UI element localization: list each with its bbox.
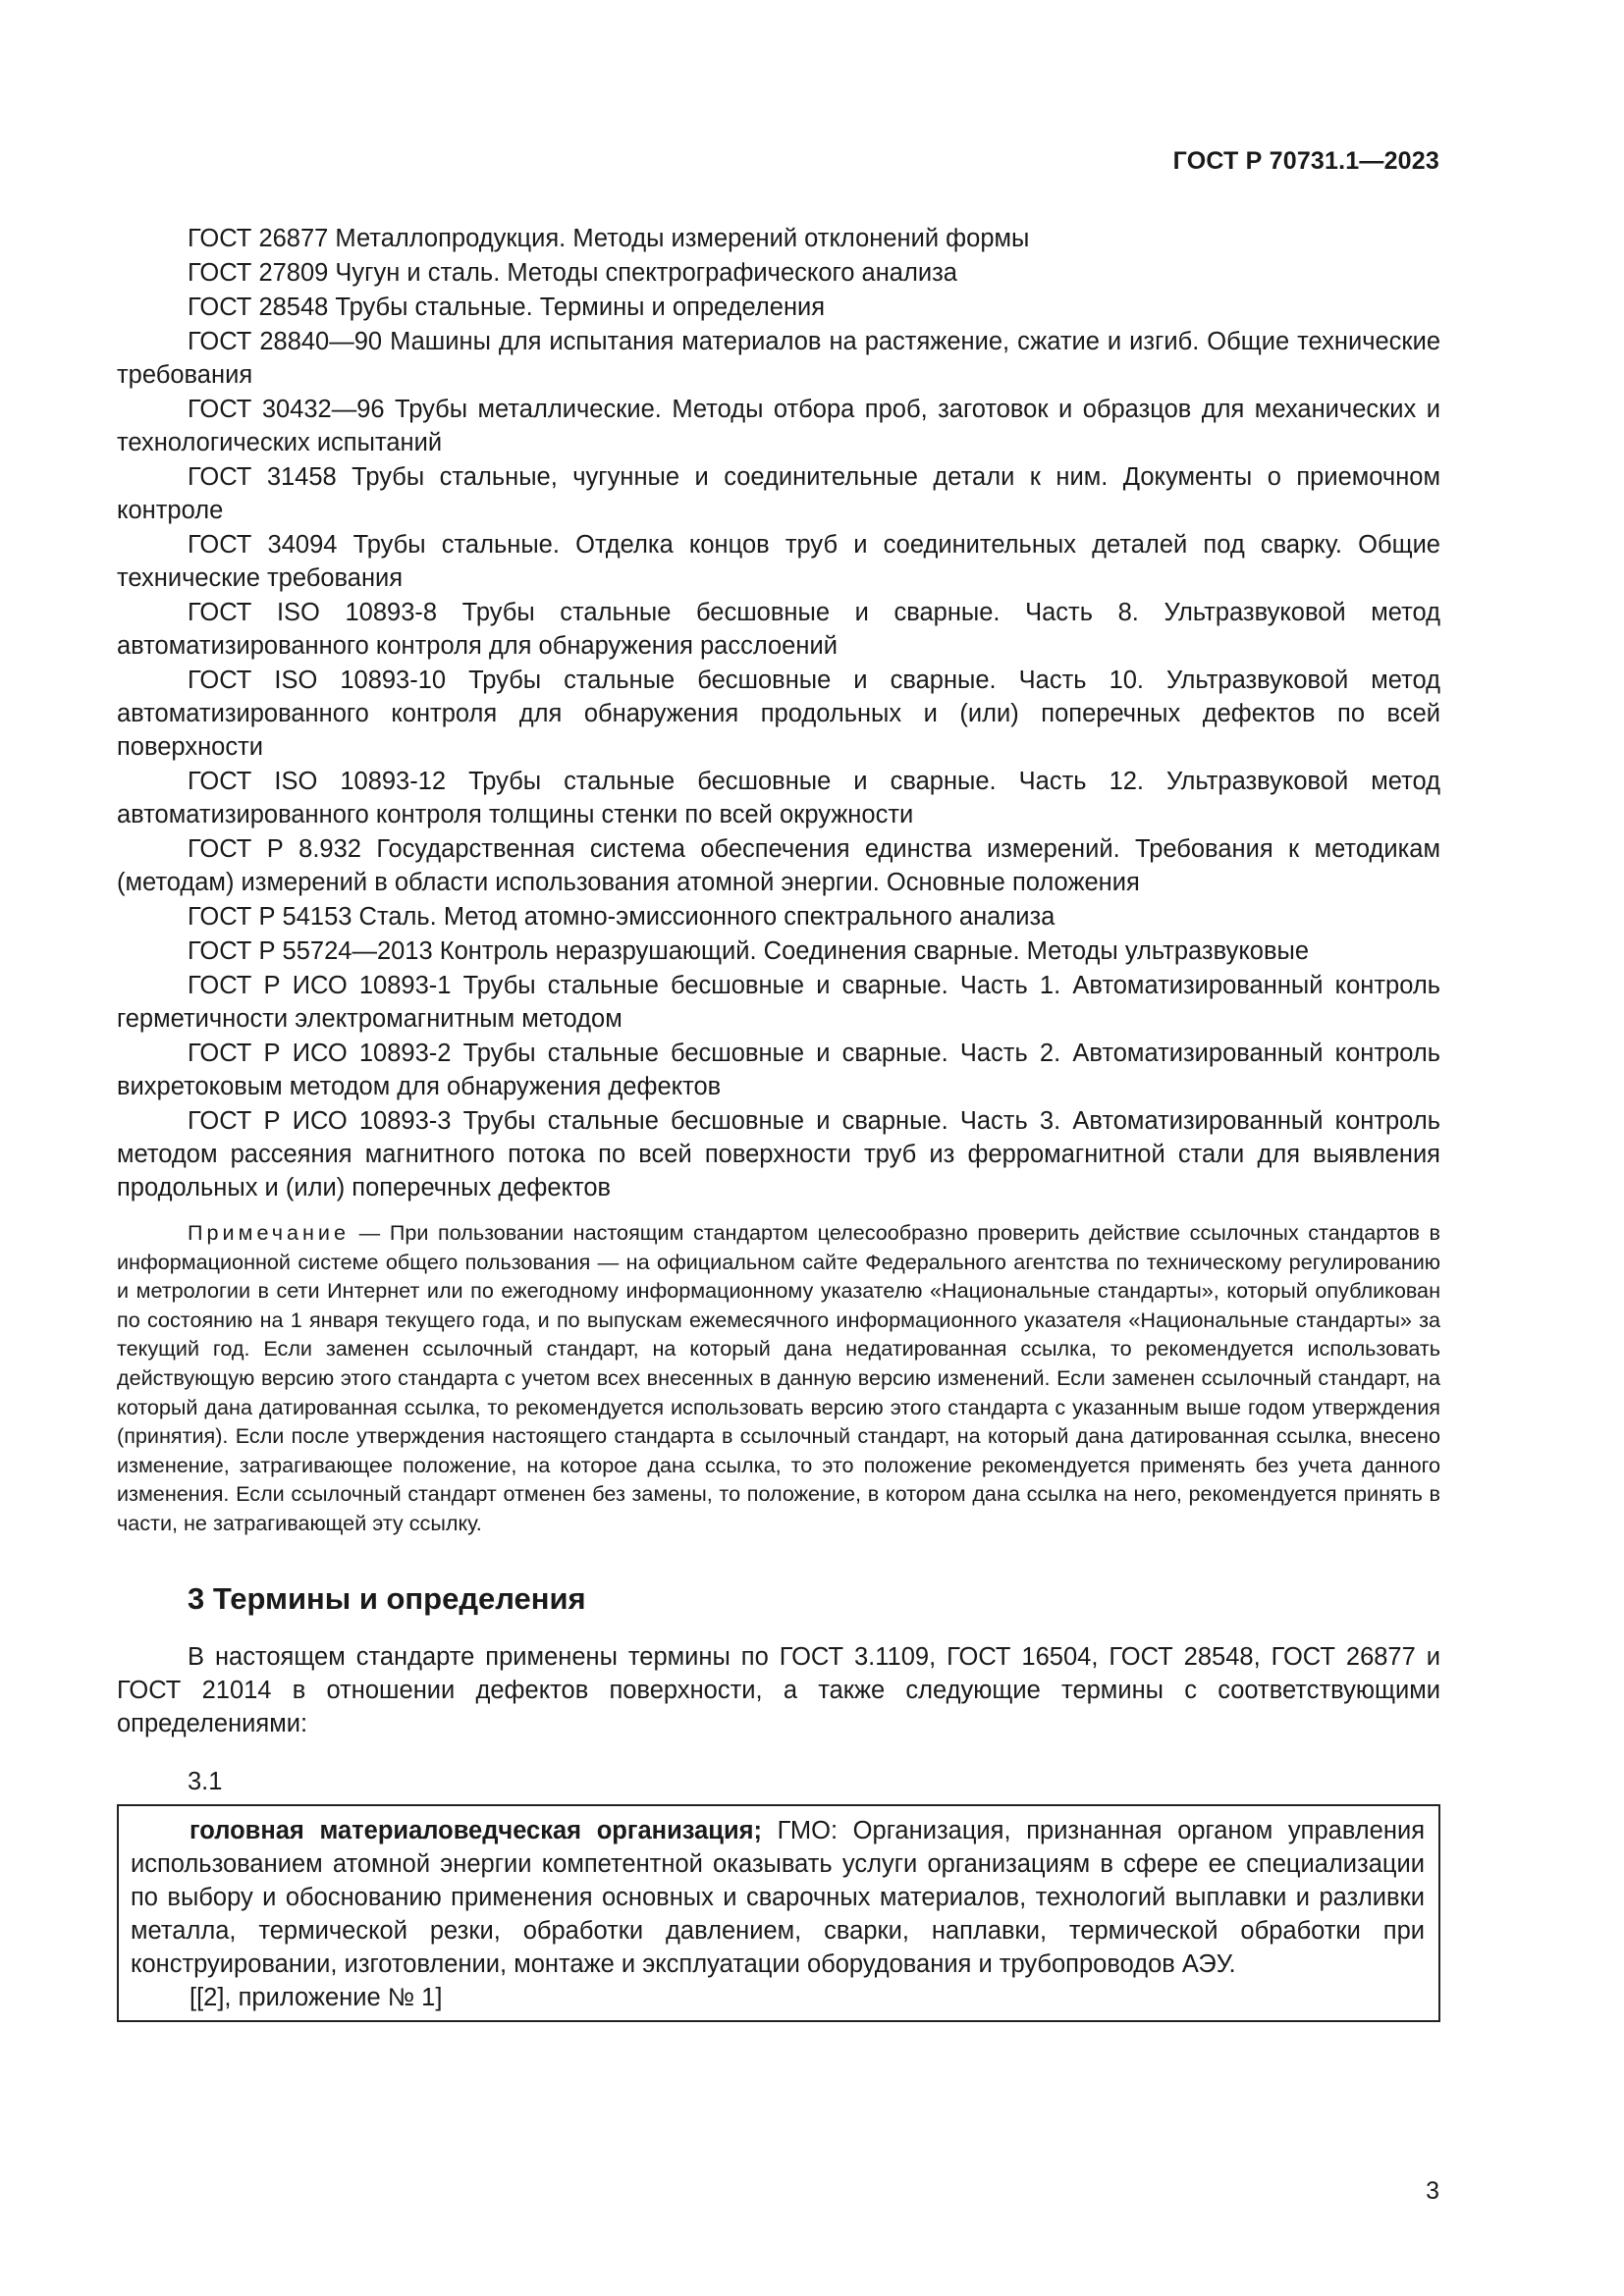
- reference-item: ГОСТ Р 54153 Сталь. Метод атомно-эмиссионного спектрального анализа: [188, 903, 1056, 931]
- reference-item: ГОСТ Р ИСО 10893-2 Трубы стальные бесшовные и сварные. Часть 2. Автоматизированный контроль вихретоковым методом для обнаружения дефектов: [117, 1040, 1440, 1100]
- reference-item: ГОСТ ISO 10893-10 Трубы стальные бесшовные и сварные. Часть 10. Ультразвуковой метод автоматизированного контроля для обнаружения продольных и (или) поперечных дефектов по всей поверхности: [117, 667, 1440, 761]
- term-definition-box: [117, 1804, 1440, 2022]
- term-text: ГМО: Организация, признанная органом управления использованием атомной энергии компетентной оказывать услуги организациям в сфере ее специализации по выбору и обоснованию применения основных и сварочных материалов, технологий выплавки и разливки металла, термической резки, обработки давлением, сварки, наплавки, термической обработки при конструировании, изготовлении, монтаже и эксплуатации оборудования и трубопроводов АЭУ.: [131, 1817, 1425, 1979]
- reference-item: ГОСТ Р 8.932 Государственная система обеспечения единства измерений. Требования к методикам (методам) измерений в области использования атомной энергии. Основные положения: [117, 835, 1440, 896]
- reference-list: [117, 222, 1440, 1204]
- section-heading: 3 Термины и определения: [188, 1580, 586, 1616]
- reference-item: ГОСТ 31458 Трубы стальные, чугунные и соединительные детали к ним. Документы о приемочном контроле: [117, 463, 1440, 524]
- term-number: 3.1: [188, 1768, 223, 1796]
- note-label: Примечание: [188, 1220, 350, 1245]
- reference-item: ГОСТ 27809 Чугун и сталь. Методы спектрографического анализа: [188, 259, 957, 287]
- reference-item: ГОСТ ISO 10893-12 Трубы стальные бесшовные и сварные. Часть 12. Ультразвуковой метод автоматизированного контроля толщины стенки по всей окружности: [117, 768, 1440, 828]
- reference-item: ГОСТ 26877 Металлопродукция. Методы измерений отклонений формы: [188, 225, 1030, 252]
- reference-item: ГОСТ 28548 Трубы стальные. Термины и определения: [188, 294, 826, 321]
- reference-item: ГОСТ 28840—90 Машины для испытания материалов на растяжение, сжатие и изгиб. Общие технические требования: [117, 328, 1440, 389]
- reference-item: ГОСТ 34094 Трубы стальные. Отделка концов труб и соединительных деталей под сварку. Общие технические требования: [117, 531, 1440, 592]
- term-definition: [131, 1814, 1425, 1981]
- document-code: ГОСТ Р 70731.1—2023: [1172, 147, 1439, 175]
- reference-item: ГОСТ Р ИСО 10893-1 Трубы стальные бесшовные и сварные. Часть 1. Автоматизированный контроль герметичности электромагнитным методом: [117, 972, 1440, 1033]
- page-number: 3: [1426, 2177, 1439, 2205]
- note-text: — При пользовании настоящим стандартом целесообразно проверить действие ссылочных стандартов в информационной системе общего пользования — на официальном сайте Федерального агентства по техническому регулированию и метрологии в сети Интернет или по ежегодному информационному указателю «Национальные стандарты», который опубликован по состоянию на 1 января текущего года, и по выпускам ежемесячного информационного указателя «Национальные стандарты» за текущий год. Если заменен ссылочный стандарт, на который дана недатированная ссылка, то рекомендуется использовать действующую версию этого стандарта с учетом всех внесенных в данную версию изменений. Если заменен ссылочный стандарт, на который дана датированная ссылка, то рекомендуется использовать версию этого стандарта с указанным выше годом утверждения (принятия). Если после утверждения настоящего стандарта в ссылочный стандарт, на который дана датированная ссылка, внесено изменение, затрагивающее положение, на которое дана ссылка, то это положение рекомендуется применять без учета данного изменения. Если ссылочный стандарт отменен без замены, то положение, в котором дана ссылка на него, рекомендуется принять в части, не затрагивающей эту ссылку.: [117, 1220, 1440, 1535]
- term-name: головная материаловедческая организация;: [189, 1817, 762, 1845]
- note-paragraph: [117, 1218, 1440, 1538]
- reference-item: ГОСТ Р ИСО 10893-3 Трубы стальные бесшовные и сварные. Часть 3. Автоматизированный контроль методом рассеяния магнитного потока по всей поверхности труб из ферромагнитной стали для выявления продольных и (или) поперечных дефектов: [117, 1107, 1440, 1201]
- reference-item: ГОСТ ISO 10893-8 Трубы стальные бесшовные и сварные. Часть 8. Ультразвуковой метод автоматизированного контроля для обнаружения расслоений: [117, 599, 1440, 660]
- section-intro: В настоящем стандарте применены термины по ГОСТ 3.1109, ГОСТ 16504, ГОСТ 28548, ГОСТ 26877 и ГОСТ 21014 в отношении дефектов поверхности, а также следующие термины с соответствующими определениями:: [117, 1642, 1440, 1737]
- page-content: [117, 222, 1440, 2022]
- reference-item: ГОСТ Р 55724—2013 Контроль неразрушающий. Соединения сварные. Методы ультразвуковые: [188, 937, 1310, 965]
- reference-item: ГОСТ 30432—96 Трубы металлические. Методы отбора проб, заготовок и образцов для механических и технологических испытаний: [117, 396, 1440, 456]
- term-source: [[2], приложение № 1]: [189, 1984, 443, 2012]
